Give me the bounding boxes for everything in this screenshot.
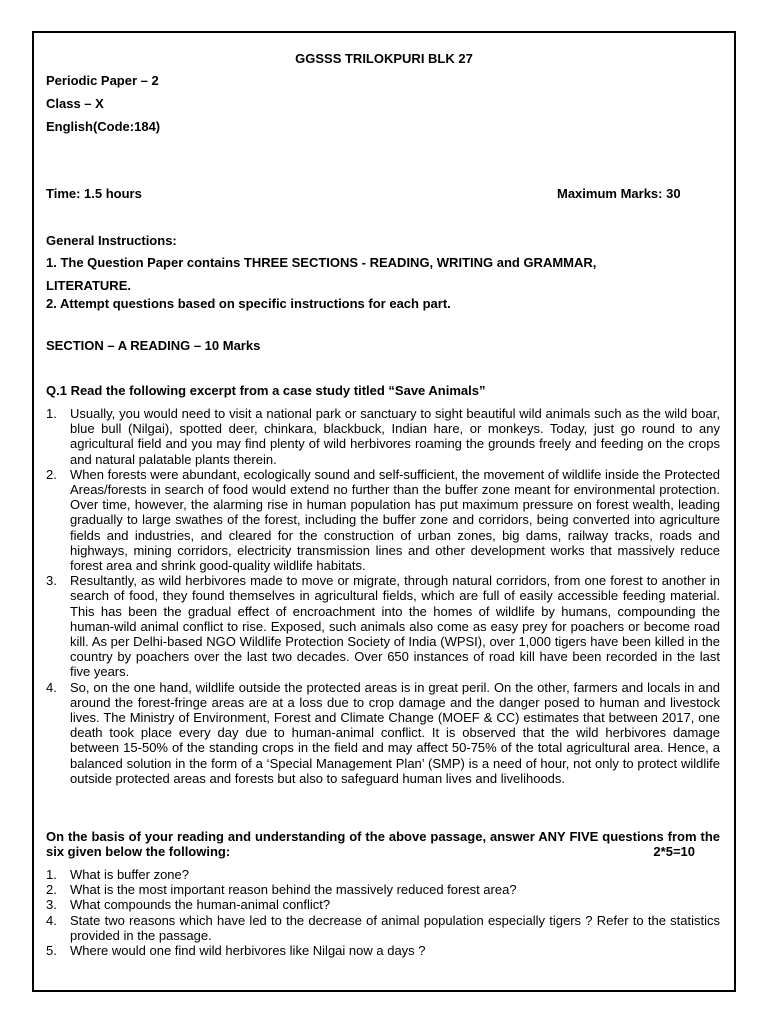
passage-paragraph	[46, 573, 720, 679]
paragraph-text: So, on the one hand, wildlife outside the protected areas is in great peril. On the other, farmers and locals in and around the forest-fringe areas are at a loss due to crop damage and the danger posed to human and livestock lives. The Ministry of Environment, Forest and Climate Change (MOEF & CC) estimates that between 2017, one death took place every day due to human-animal conflict. It is observed that the wild herbivores damage between 15-50% of the standing crops in the field and may affect 50-75% of the total agricultural area. Hence, a balanced solution in the form of a ‘Special Management Plan’ (SMP) is a need of hour, not only to protect wildlife outside protected areas and forests but also to safeguard human lives and livelihoods.	[70, 679, 720, 786]
passage-paragraph	[46, 467, 720, 573]
sub-question	[46, 897, 720, 912]
paragraph-number: 1.	[46, 406, 57, 421]
answer-instruction	[46, 829, 720, 859]
paragraph-number: 3.	[46, 573, 57, 589]
sub-question	[46, 943, 720, 958]
paragraph-text: Usually, you would need to visit a national park or sanctuary to sight beautiful wild animals such as the wild boar, blue bull (Nilgai), spotted deer, chinkara, blackbuck, Indian hare, or monkeys. Today, just go round to any agricultural field and you may find plenty of wild herbivores roaming the grounds freely and feeding on the crops and natural palatable plants therein.	[70, 406, 720, 467]
school-name: GGSSS TRILOKPURI BLK 27	[295, 51, 473, 66]
sub-question-number: 5.	[46, 943, 57, 959]
sub-question	[46, 882, 720, 897]
sub-question-number: 4.	[46, 912, 57, 928]
max-marks-label: Maximum Marks: 30	[557, 186, 681, 201]
sub-question-text: State two reasons which have led to the decrease of animal population especially tigers ? Refer to the statistics provided in the passage.	[70, 912, 720, 943]
sub-question-list	[46, 867, 720, 958]
time-label: Time: 1.5 hours	[46, 186, 142, 201]
sub-question-text: What compounds the human-animal conflict?	[70, 897, 331, 913]
sub-question-text: What is buffer zone?	[70, 867, 189, 882]
instruction-1: 1. The Question Paper contains THREE SECTIONS - READING, WRITING and GRAMMAR, LITERATURE.	[46, 255, 597, 293]
sub-question-text: Where would one find wild herbivores like Nilgai now a days ?	[70, 943, 426, 959]
sub-question-number: 2.	[46, 882, 57, 898]
class-label: Class – X	[46, 96, 104, 111]
paragraph-number: 4.	[46, 679, 57, 695]
sub-question	[46, 867, 720, 882]
passage-paragraph	[46, 680, 720, 786]
paragraph-number: 2.	[46, 466, 57, 482]
instruction-2: 2. Attempt questions based on specific instructions for each part.	[46, 296, 451, 311]
answer-marks: 2*5=10	[653, 844, 695, 860]
instructions-heading: General Instructions:	[46, 233, 177, 248]
answer-instruction-text: On the basis of your reading and understanding of the above passage, answer ANY FIVE questions from the six given below the following:	[46, 829, 720, 860]
section-title: SECTION – A READING – 10 Marks	[46, 338, 261, 353]
paragraph-text: When forests were abundant, ecologically sound and self-sufficient, the movement of wildlife inside the Protected Areas/forests in search of food would extend no further than the buffer zone meant for environmental protection. Over time, however, the alarming rise in human population has put maximum pressure on forest wealth, leading gradually to large swathes of the forest, including the buffer zone and corridors, being converted into agriculture fields and industries, and cleared for the construction of urban zones, big dams, railway tracks, roads and highways, mining corridors, electricity transmission lines and other development works that massively reduce forest area and shrink good-quality wildlife habitats.	[70, 466, 720, 574]
sub-question-number: 1.	[46, 867, 57, 882]
sub-question-number: 3.	[46, 897, 57, 913]
sub-question-text: What is the most important reason behind the massively reduced forest area?	[70, 882, 517, 898]
paper-title: Periodic Paper – 2	[46, 73, 159, 88]
passage-paragraph	[46, 406, 720, 467]
paragraph-text: Resultantly, as wild herbivores made to move or migrate, through natural corridors, from one forest to another in search of food, they found themselves in agricultural fields, which are full of easily accessible feeding material. This has been the gradual effect of encroachment into the homes of wildlife by humans, compounding the human-wild animal conflict to rise. Exposed, such animals also come as easy prey for poachers or become road kill. As per Delhi-based NGO Wildlife Protection Society of India (WPSI), over 1,000 tigers have been killed in the country by poachers over the last two decades. Over 650 instances of road kill have been recorded in the last five years.	[70, 573, 720, 680]
subject-label: English(Code:184)	[46, 119, 161, 134]
question-prompt: Q.1 Read the following excerpt from a case study titled “Save Animals”	[46, 383, 486, 398]
sub-question	[46, 913, 720, 943]
passage-list	[46, 406, 720, 786]
